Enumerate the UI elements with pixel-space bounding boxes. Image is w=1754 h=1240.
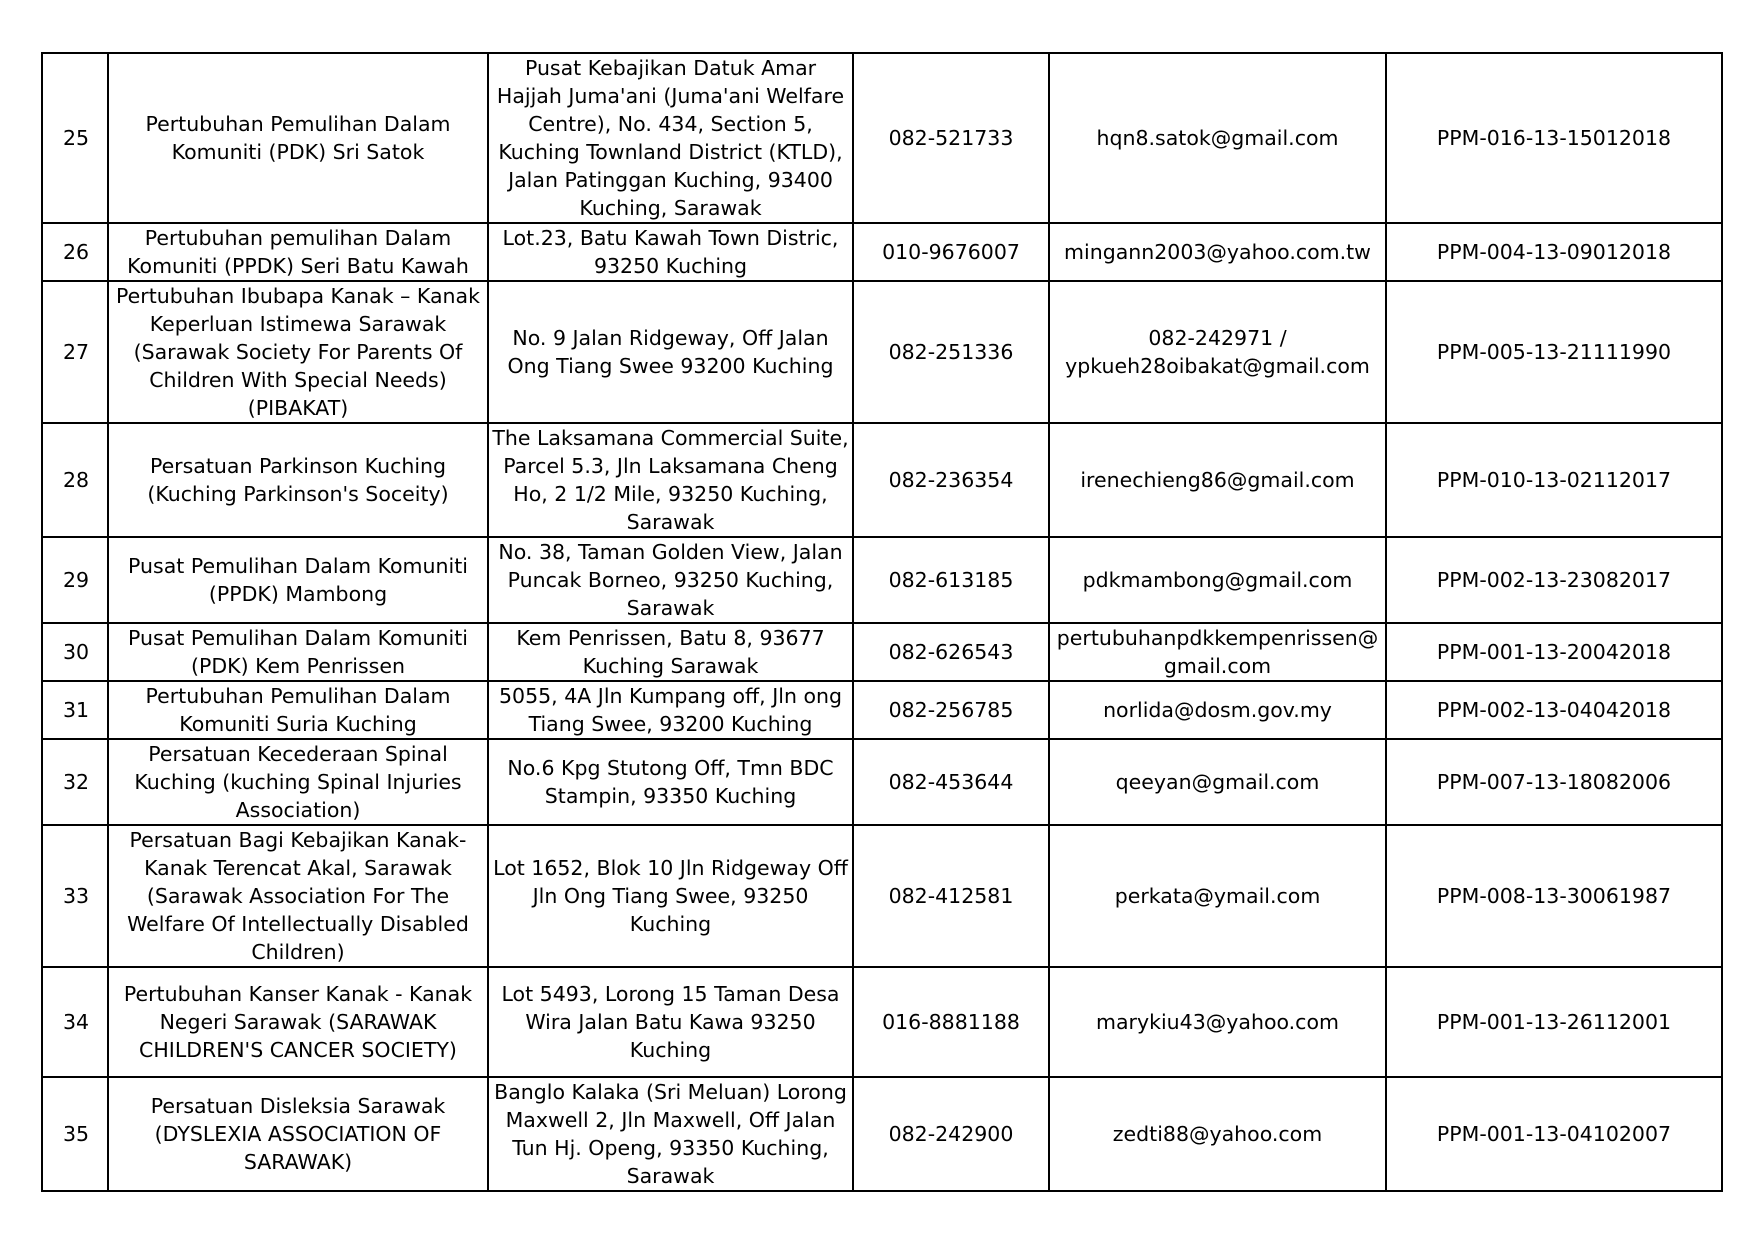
organization-address-cell (488, 681, 853, 739)
row-number: 27 (63, 340, 90, 364)
organization-name: Pertubuhan Pemulihan Dalam Komuniti (PDK) Sri Satok (145, 112, 451, 164)
table-row (42, 739, 1722, 825)
phone-number: 082-236354 (888, 468, 1014, 492)
row-number: 31 (63, 698, 90, 722)
table-body (42, 53, 1722, 1191)
organization-address: No. 38, Taman Golden View, Jalan Puncak Borneo, 93250 Kuching, Sarawak (498, 540, 843, 620)
phone-number-cell (853, 739, 1049, 825)
registration-number: PPM-010-13-02112017 (1436, 468, 1672, 492)
email-contact: norlida@dosm.gov.my (1103, 698, 1332, 722)
phone-number-cell (853, 825, 1049, 967)
registration-number: PPM-004-13-09012018 (1436, 240, 1672, 264)
registration-number: PPM-007-13-18082006 (1436, 770, 1672, 794)
organization-address: Kem Penrissen, Batu 8, 93677 Kuching Sarawak (516, 626, 825, 678)
organization-name: Pertubuhan Ibubapa Kanak – Kanak Keperluan Istimewa Sarawak (Sarawak Society For Parents Of Children With Special Needs) (PIBAKAT) (116, 284, 480, 420)
registration-number-cell (1386, 1077, 1722, 1191)
phone-number: 082-242900 (888, 1122, 1014, 1146)
phone-number: 082-521733 (888, 126, 1014, 150)
organization-name-cell (108, 739, 488, 825)
email-contact: pdkmambong@gmail.com (1082, 568, 1353, 592)
table-row (42, 681, 1722, 739)
organization-name: Pertubuhan Pemulihan Dalam Komuniti Suria Kuching (145, 684, 451, 736)
registration-number-cell (1386, 223, 1722, 281)
registration-number: PPM-008-13-30061987 (1436, 884, 1672, 908)
phone-number-cell (853, 281, 1049, 423)
email-contact: qeeyan@gmail.com (1115, 770, 1320, 794)
row-number-cell (42, 537, 108, 623)
organization-address: No. 9 Jalan Ridgeway, Off Jalan Ong Tiang Swee 93200 Kuching (507, 326, 834, 378)
organization-address: Lot 5493, Lorong 15 Taman Desa Wira Jalan Batu Kawa 93250 Kuching (501, 982, 840, 1062)
registration-number: PPM-005-13-21111990 (1436, 340, 1672, 364)
email-contact: 082-242971 / ypkueh28oibakat@gmail.com (1065, 326, 1370, 378)
email-contact: perkata@ymail.com (1114, 884, 1321, 908)
email-contact-cell (1049, 281, 1386, 423)
organization-registry-table (41, 52, 1723, 1192)
email-contact-cell (1049, 53, 1386, 223)
registration-number-cell (1386, 281, 1722, 423)
email-contact-cell (1049, 537, 1386, 623)
registration-number-cell (1386, 967, 1722, 1077)
email-contact-cell (1049, 739, 1386, 825)
row-number: 30 (63, 640, 90, 664)
organization-address: Lot 1652, Blok 10 Jln Ridgeway Off Jln Ong Tiang Swee, 93250 Kuching (493, 856, 848, 936)
table-row (42, 623, 1722, 681)
row-number: 32 (63, 770, 90, 794)
registration-number-cell (1386, 53, 1722, 223)
organization-name-cell (108, 623, 488, 681)
registration-number-cell (1386, 825, 1722, 967)
registration-number-cell (1386, 739, 1722, 825)
row-number-cell (42, 967, 108, 1077)
phone-number: 082-613185 (888, 568, 1014, 592)
registration-number: PPM-001-13-26112001 (1436, 1010, 1672, 1034)
phone-number: 082-256785 (888, 698, 1014, 722)
row-number-cell (42, 423, 108, 537)
phone-number: 082-453644 (888, 770, 1014, 794)
organization-name-cell (108, 967, 488, 1077)
registration-number-cell (1386, 423, 1722, 537)
table-row (42, 423, 1722, 537)
phone-number-cell (853, 223, 1049, 281)
row-number-cell (42, 223, 108, 281)
row-number: 28 (63, 468, 90, 492)
organization-name: Persatuan Disleksia Sarawak (DYSLEXIA ASSOCIATION OF SARAWAK) (150, 1094, 446, 1174)
phone-number-cell (853, 423, 1049, 537)
email-contact-cell (1049, 423, 1386, 537)
email-contact-cell (1049, 825, 1386, 967)
phone-number-cell (853, 537, 1049, 623)
organization-name: Persatuan Kecederaan Spinal Kuching (kuching Spinal Injuries Association) (134, 742, 462, 822)
row-number-cell (42, 281, 108, 423)
organization-address-cell (488, 967, 853, 1077)
organization-address-cell (488, 537, 853, 623)
table-row (42, 223, 1722, 281)
organization-address-cell (488, 739, 853, 825)
table-row (42, 1077, 1722, 1191)
email-contact-cell (1049, 681, 1386, 739)
organization-address-cell (488, 1077, 853, 1191)
organization-name: Persatuan Parkinson Kuching (Kuching Parkinson's Soceity) (147, 454, 449, 506)
registration-number: PPM-002-13-04042018 (1436, 698, 1672, 722)
organization-name-cell (108, 223, 488, 281)
phone-number: 082-251336 (888, 340, 1014, 364)
organization-address-cell (488, 623, 853, 681)
registration-number: PPM-016-13-15012018 (1436, 126, 1672, 150)
email-contact: marykiu43@yahoo.com (1096, 1010, 1339, 1034)
organization-name-cell (108, 281, 488, 423)
table-row (42, 825, 1722, 967)
row-number: 25 (63, 126, 90, 150)
phone-number-cell (853, 1077, 1049, 1191)
registration-number: PPM-001-13-04102007 (1436, 1122, 1672, 1146)
email-contact-cell (1049, 223, 1386, 281)
organization-name: Pusat Pemulihan Dalam Komuniti (PPDK) Mambong (128, 554, 468, 606)
email-contact: zedti88@yahoo.com (1112, 1122, 1323, 1146)
organization-name: Pertubuhan pemulihan Dalam Komuniti (PPDK) Seri Batu Kawah (127, 226, 469, 278)
row-number-cell (42, 825, 108, 967)
registration-number: PPM-002-13-23082017 (1436, 568, 1672, 592)
email-contact-cell (1049, 623, 1386, 681)
phone-number-cell (853, 681, 1049, 739)
email-contact: mingann2003@yahoo.com.tw (1064, 240, 1371, 264)
row-number: 35 (63, 1122, 90, 1146)
organization-address: Lot.23, Batu Kawah Town Distric, 93250 Kuching (502, 226, 839, 278)
table-row (42, 281, 1722, 423)
organization-name: Pusat Pemulihan Dalam Komuniti (PDK) Kem Penrissen (128, 626, 468, 678)
email-contact: irenechieng86@gmail.com (1080, 468, 1355, 492)
row-number: 34 (63, 1010, 90, 1034)
phone-number-cell (853, 623, 1049, 681)
registration-number-cell (1386, 681, 1722, 739)
row-number-cell (42, 623, 108, 681)
organization-address-cell (488, 53, 853, 223)
email-contact: pertubuhanpdkkempenrissen@gmail.com (1056, 626, 1379, 678)
phone-number-cell (853, 53, 1049, 223)
registration-number-cell (1386, 537, 1722, 623)
organization-name: Persatuan Bagi Kebajikan Kanak-Kanak Terencat Akal, Sarawak (Sarawak Association For The Welfare Of Intellectually Disabled Children) (127, 828, 469, 964)
organization-address: Pusat Kebajikan Datuk Amar Hajjah Juma'ani (Juma'ani Welfare Centre), No. 434, Section 5, Kuching Townland District (KTLD), Jalan Patinggan Kuching, 93400 Kuching, Sarawak (496, 56, 845, 220)
phone-number: 082-626543 (888, 640, 1014, 664)
organization-name: Pertubuhan Kanser Kanak - Kanak Negeri Sarawak (SARAWAK CHILDREN'S CANCER SOCIETY) (123, 982, 473, 1062)
row-number: 29 (63, 568, 90, 592)
table-row (42, 53, 1722, 223)
organization-address-cell (488, 423, 853, 537)
email-contact-cell (1049, 1077, 1386, 1191)
organization-name-cell (108, 825, 488, 967)
phone-number: 010-9676007 (882, 240, 1020, 264)
row-number-cell (42, 53, 108, 223)
organization-address: The Laksamana Commercial Suite, Parcel 5.3, Jln Laksamana Cheng Ho, 2 1/2 Mile, 93250 Kuching, Sarawak (492, 426, 849, 534)
organization-name-cell (108, 537, 488, 623)
organization-address: Banglo Kalaka (Sri Meluan) Lorong Maxwell 2, Jln Maxwell, Off Jalan Tun Hj. Openg, 93350 Kuching, Sarawak (494, 1080, 847, 1188)
phone-number: 082-412581 (888, 884, 1014, 908)
table-row (42, 537, 1722, 623)
registration-number: PPM-001-13-20042018 (1436, 640, 1672, 664)
registration-number-cell (1386, 623, 1722, 681)
organization-address: 5055, 4A Jln Kumpang off, Jln ong Tiang Swee, 93200 Kuching (498, 684, 842, 736)
phone-number-cell (853, 967, 1049, 1077)
organization-name-cell (108, 423, 488, 537)
row-number-cell (42, 1077, 108, 1191)
organization-name-cell (108, 681, 488, 739)
row-number-cell (42, 739, 108, 825)
organization-address: No.6 Kpg Stutong Off, Tmn BDC Stampin, 93350 Kuching (507, 756, 834, 808)
phone-number: 016-8881188 (882, 1010, 1020, 1034)
organization-name-cell (108, 53, 488, 223)
row-number: 26 (63, 240, 90, 264)
organization-address-cell (488, 281, 853, 423)
row-number: 33 (63, 884, 90, 908)
organization-name-cell (108, 1077, 488, 1191)
organization-address-cell (488, 825, 853, 967)
table-row (42, 967, 1722, 1077)
organization-address-cell (488, 223, 853, 281)
email-contact: hqn8.satok@gmail.com (1096, 126, 1339, 150)
email-contact-cell (1049, 967, 1386, 1077)
row-number-cell (42, 681, 108, 739)
